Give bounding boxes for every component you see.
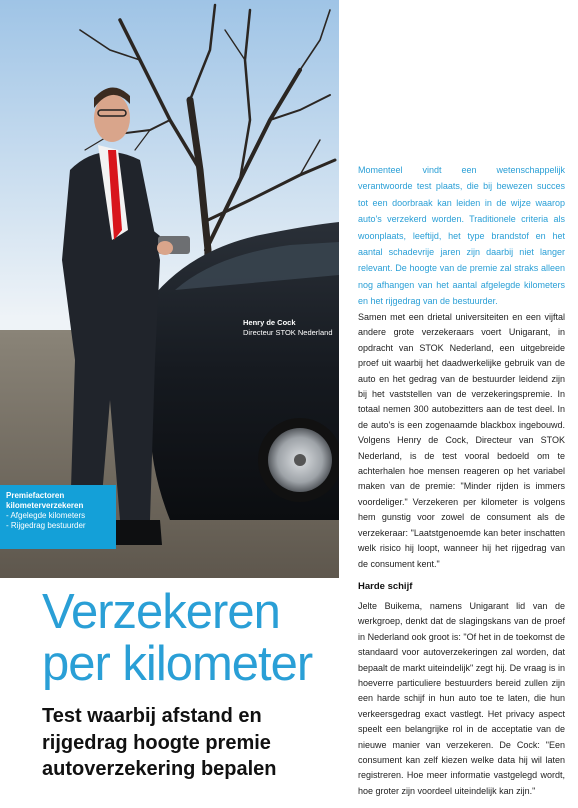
caption-name: Henry de Cock — [243, 318, 296, 327]
caption-role: Directeur STOK Nederland — [243, 328, 333, 337]
article-subtitle: Test waarbij afstand en rijgedrag hoogte premie autoverzekering bepalen — [42, 705, 277, 780]
article-title: Verzekeren per kilometer — [42, 585, 313, 691]
section-subheading: Harde schijf — [358, 581, 413, 592]
factbox-list — [6, 511, 110, 531]
premium-factors-box — [0, 485, 116, 549]
factbox-title-line2: kilometerverzekeren — [6, 501, 84, 510]
intro-paragraph: Momenteel vindt een wetenschappelijk verantwoorde test plaats, die bij bewezen succes tot een doorbraak kan leiden in de wijze waarop auto's verzekerd worden. Traditionele criteria als woonplaats, leeftijd, het type brandstof en het aantal schadevrije jaren zijn daarbij niet langer relevant. De hoogte van de premie zal straks alleen nog afhangen van het aantal afgelegde kilometers en het rijgedrag van de bestuurder. — [358, 165, 565, 307]
body-paragraph-1: Samen met een drietal universiteiten en een vijftal andere grote verzekeraars voert Unigarant, in opdracht van STOK Nederland, een uitgebreide proef uit waarbij het daadwerkelijke gebruik van de auto en het gedrag van de bestuurder leidend zijn bij het vaststellen van de verzekeringspremie. In totaal nemen 300 autobezitters aan de test deel. In de auto's is een zogenaamde blackbox ingebouwd. Volgens Henry de Cock, Directeur van STOK Nederland, is de test vooral bedoeld om te achterhalen hoe mensen reageren op het variabel maken van de premie: "Minder rijden is immers voordeliger." Verzekeren per kilometer is volgens hem gunstig voor zowel de consument als de verzekeraar: "Laatstgenoemde kan beter inschatten welk risico hij loopt, wanneer hij het rijgedrag van de consument kent." — [358, 312, 565, 569]
factbox-title-line1: Premiefactoren — [6, 491, 65, 500]
factbox-item: - Afgelegde kilometers — [6, 511, 86, 520]
body-paragraph-2: Jelte Buikema, namens Unigarant lid van de werkgroep, denkt dat de slagingskans van de proef in Nederland ook groot is: "Of het in de toekomst de standaard voor autoverzekeringen zal worden, dat bepaalt de markt uiteindelijk" zegt hij. De vraag is in hoeverre particuliere bestuurders bereid zullen zijn een harde schijf in hun auto toe te laten, die hun verkeersgedrag exact vastlegt. Het privacy aspect speelt een belangrijke rol in de acceptatie van de nieuwe manier van verzekeren. De Cock: "Een consument kan zelf kiezen welke data hij wil laten registreren. Hoe meer informatie vastgelegd wordt, hoe groter zijn voordeel uiteindelijk kan zijn." — [358, 601, 565, 796]
factbox-item: - Rijgedrag bestuurder — [6, 521, 86, 530]
photo-caption — [243, 318, 332, 338]
